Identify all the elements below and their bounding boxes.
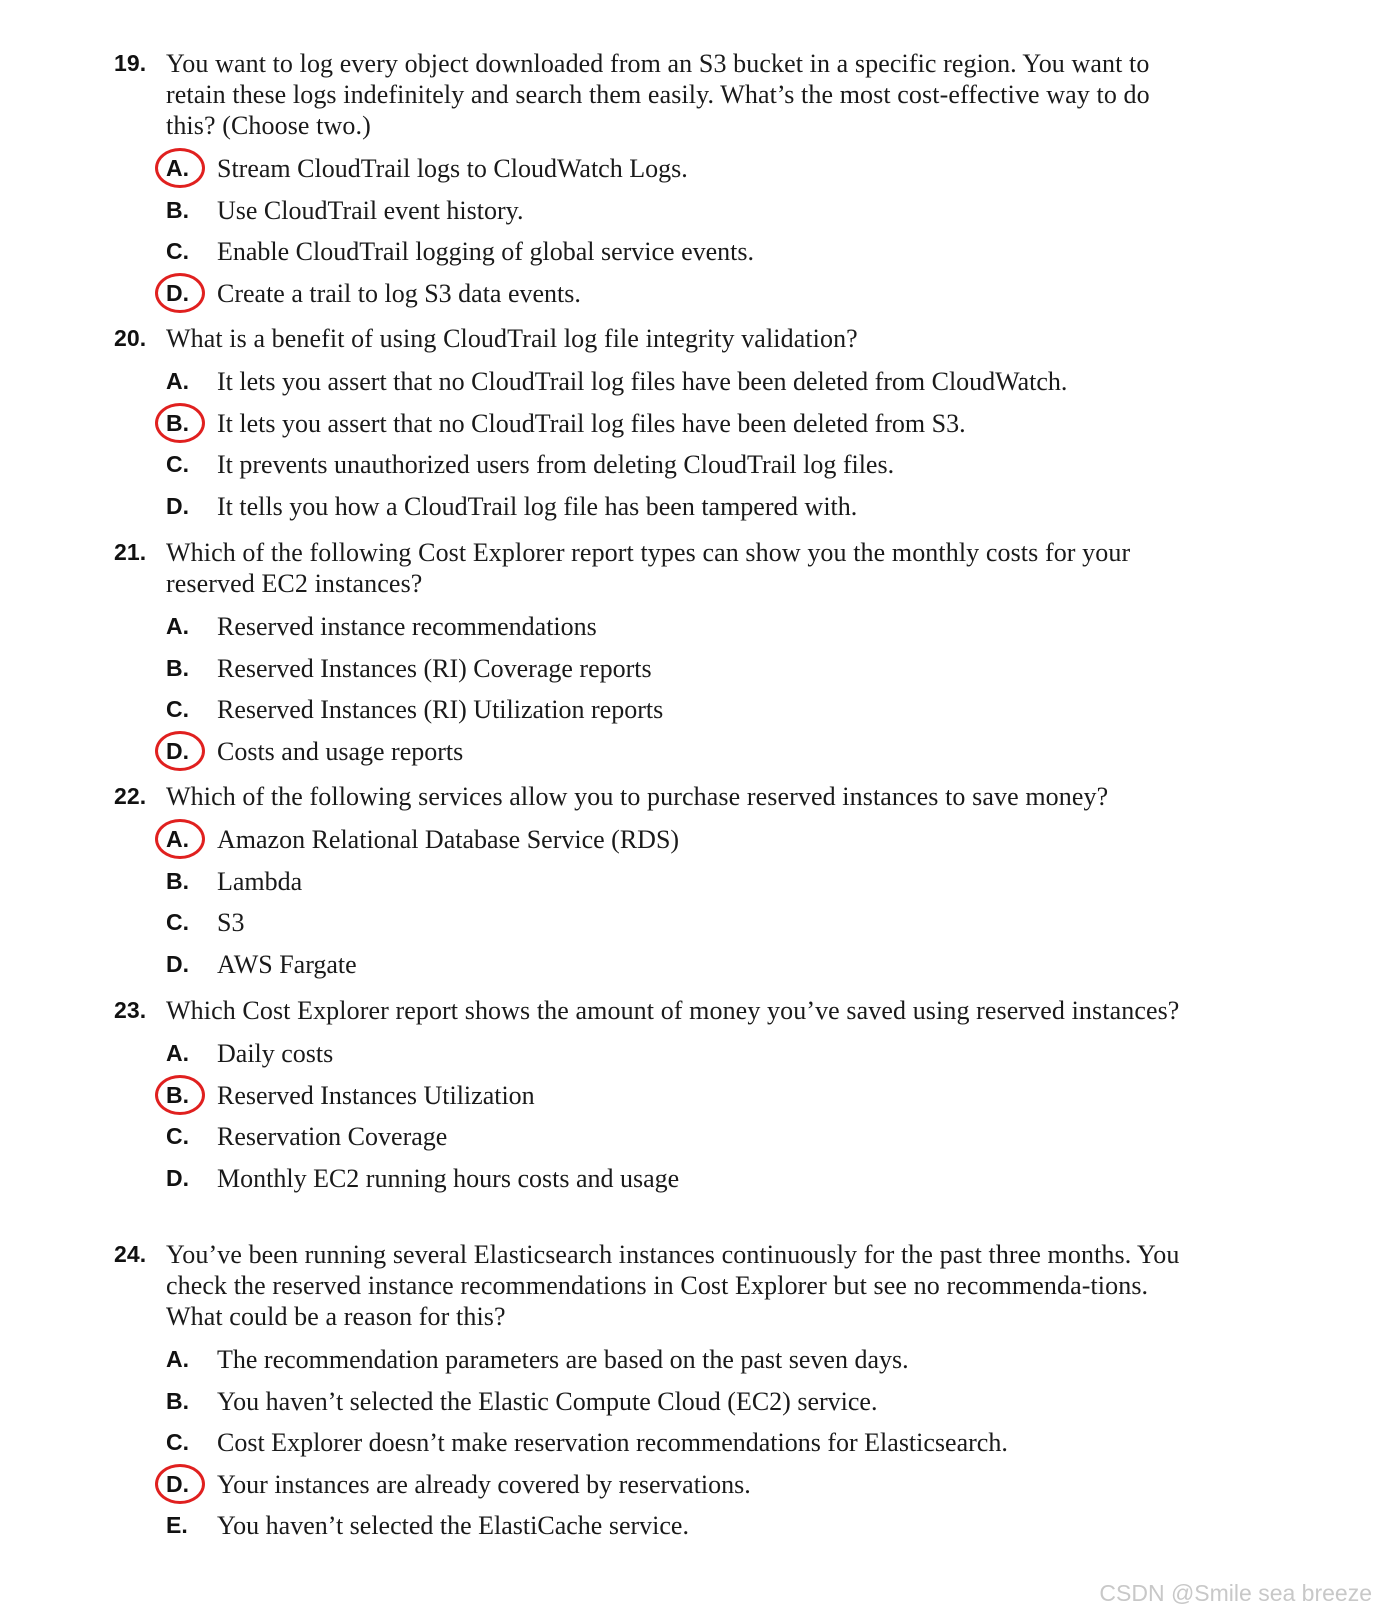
option-letter: A. bbox=[166, 1346, 189, 1372]
option-item bbox=[0, 1158, 1240, 1200]
option-item bbox=[0, 902, 1240, 944]
option-item bbox=[0, 689, 1240, 731]
question-text: Which of the following Cost Explorer report types can show you the monthly costs for your reserved EC2 instances? bbox=[166, 538, 1131, 598]
option-item bbox=[0, 606, 1240, 648]
option-item bbox=[0, 1422, 1240, 1464]
option-letter: B. bbox=[166, 1081, 189, 1108]
option-item bbox=[0, 1381, 1240, 1423]
question-stem bbox=[0, 1239, 1240, 1332]
option-letter: B. bbox=[166, 867, 189, 894]
question-text: You want to log every object downloaded from an S3 bucket in a specific region. You want to retain these logs indefinitely and search them easily. What’s the most cost-effective way to do this? (Choose two.) bbox=[166, 49, 1150, 140]
option-text: Your instances are already covered by reservations. bbox=[217, 1469, 751, 1499]
option-letter: A. bbox=[166, 368, 189, 394]
option-text: Lambda bbox=[217, 866, 303, 896]
question-text: Which Cost Explorer report shows the amount of money you’ve saved using reserved instances? bbox=[166, 996, 1180, 1025]
question-stem bbox=[0, 995, 1240, 1026]
option-letter: C. bbox=[166, 451, 189, 477]
option-text: Reserved Instances (RI) Utilization reports bbox=[217, 695, 664, 724]
question-stem bbox=[0, 48, 1240, 141]
option-text: Cost Explorer doesn’t make reservation recommendations for Elasticsearch. bbox=[217, 1428, 1008, 1457]
question-stem bbox=[0, 537, 1240, 599]
option-letter: A. bbox=[166, 826, 189, 852]
question-21 bbox=[0, 537, 1240, 772]
option-item bbox=[0, 731, 1240, 773]
option-list bbox=[0, 148, 1240, 314]
option-item bbox=[0, 648, 1240, 690]
question-text: You’ve been running several Elasticsearch instances continuously for the past three months. You check the reserved instance recommendations in Cost Explorer but see no recommenda-tions. What could be a reason for this? bbox=[166, 1240, 1180, 1331]
option-text: AWS Fargate bbox=[217, 949, 357, 979]
option-text: Use CloudTrail event history. bbox=[217, 195, 524, 225]
option-list bbox=[0, 1339, 1240, 1547]
question-text: What is a benefit of using CloudTrail log file integrity validation? bbox=[166, 324, 858, 353]
option-item bbox=[0, 1033, 1240, 1075]
option-letter: D. bbox=[166, 737, 189, 764]
option-item bbox=[0, 944, 1240, 986]
option-text: Create a trail to log S3 data events. bbox=[217, 278, 581, 308]
option-letter: C. bbox=[166, 1123, 189, 1149]
option-letter: C. bbox=[166, 1429, 189, 1455]
option-text: You haven’t selected the Elastic Compute Cloud (EC2) service. bbox=[217, 1386, 878, 1416]
option-letter: B. bbox=[166, 196, 189, 223]
option-letter: C. bbox=[166, 696, 189, 722]
question-19 bbox=[0, 48, 1240, 314]
question-number: 24. bbox=[114, 1241, 147, 1267]
option-text: Reserved instance recommendations bbox=[217, 612, 597, 641]
question-24 bbox=[0, 1239, 1240, 1547]
option-letter: E. bbox=[166, 1512, 188, 1538]
option-text: Reserved Instances (RI) Coverage reports bbox=[217, 653, 652, 683]
option-item bbox=[0, 861, 1240, 903]
option-list bbox=[0, 1033, 1240, 1199]
option-text: Amazon Relational Database Service (RDS) bbox=[217, 825, 680, 854]
option-letter: B. bbox=[166, 409, 189, 436]
question-20 bbox=[0, 323, 1240, 527]
question-text: Which of the following services allow you to purchase reserved instances to save money? bbox=[166, 782, 1109, 811]
option-text: Costs and usage reports bbox=[217, 736, 464, 766]
option-item bbox=[0, 273, 1240, 315]
question-number: 19. bbox=[114, 50, 147, 76]
option-item bbox=[0, 1339, 1240, 1381]
option-text: S3 bbox=[217, 908, 245, 937]
watermark: CSDN @Smile sea breeze bbox=[1099, 1580, 1372, 1606]
option-text: Reserved Instances Utilization bbox=[217, 1080, 535, 1110]
option-text: Reservation Coverage bbox=[217, 1122, 448, 1151]
question-number: 23. bbox=[114, 997, 147, 1023]
option-item bbox=[0, 361, 1240, 403]
option-item bbox=[0, 148, 1240, 190]
option-text: Stream CloudTrail logs to CloudWatch Logs. bbox=[217, 154, 688, 183]
question-22 bbox=[0, 781, 1240, 985]
option-text: It lets you assert that no CloudTrail log files have been deleted from S3. bbox=[217, 408, 966, 438]
option-item bbox=[0, 1464, 1240, 1506]
option-letter: B. bbox=[166, 654, 189, 681]
option-text: Daily costs bbox=[217, 1039, 334, 1068]
option-item bbox=[0, 1075, 1240, 1117]
option-letter: D. bbox=[166, 279, 189, 306]
option-letter: B. bbox=[166, 1387, 189, 1414]
option-item bbox=[0, 231, 1240, 273]
option-letter: D. bbox=[166, 1164, 189, 1191]
option-item bbox=[0, 444, 1240, 486]
option-list bbox=[0, 361, 1240, 527]
option-text: It lets you assert that no CloudTrail log files have been deleted from CloudWatch. bbox=[217, 367, 1068, 396]
question-number: 22. bbox=[114, 783, 147, 809]
option-list bbox=[0, 606, 1240, 772]
question-23 bbox=[0, 995, 1240, 1199]
option-text: You haven’t selected the ElastiCache service. bbox=[217, 1511, 689, 1540]
option-text: Enable CloudTrail logging of global service events. bbox=[217, 237, 754, 266]
option-item bbox=[0, 190, 1240, 232]
option-item bbox=[0, 1116, 1240, 1158]
option-letter: C. bbox=[166, 238, 189, 264]
option-item bbox=[0, 486, 1240, 528]
option-letter: C. bbox=[166, 909, 189, 935]
option-letter: D. bbox=[166, 1470, 189, 1497]
option-item bbox=[0, 819, 1240, 861]
option-letter: D. bbox=[166, 950, 189, 977]
question-stem bbox=[0, 781, 1240, 812]
option-item bbox=[0, 403, 1240, 445]
option-text: Monthly EC2 running hours costs and usage bbox=[217, 1163, 680, 1193]
question-number: 21. bbox=[114, 539, 147, 565]
option-list bbox=[0, 819, 1240, 985]
option-letter: D. bbox=[166, 492, 189, 519]
option-item bbox=[0, 1505, 1240, 1547]
option-text: It prevents unauthorized users from deleting CloudTrail log files. bbox=[217, 450, 895, 479]
option-text: The recommendation parameters are based on the past seven days. bbox=[217, 1345, 909, 1374]
question-stem bbox=[0, 323, 1240, 354]
option-letter: A. bbox=[166, 613, 189, 639]
question-number: 20. bbox=[114, 325, 147, 351]
option-letter: A. bbox=[166, 155, 189, 181]
option-text: It tells you how a CloudTrail log file has been tampered with. bbox=[217, 491, 858, 521]
option-letter: A. bbox=[166, 1040, 189, 1066]
